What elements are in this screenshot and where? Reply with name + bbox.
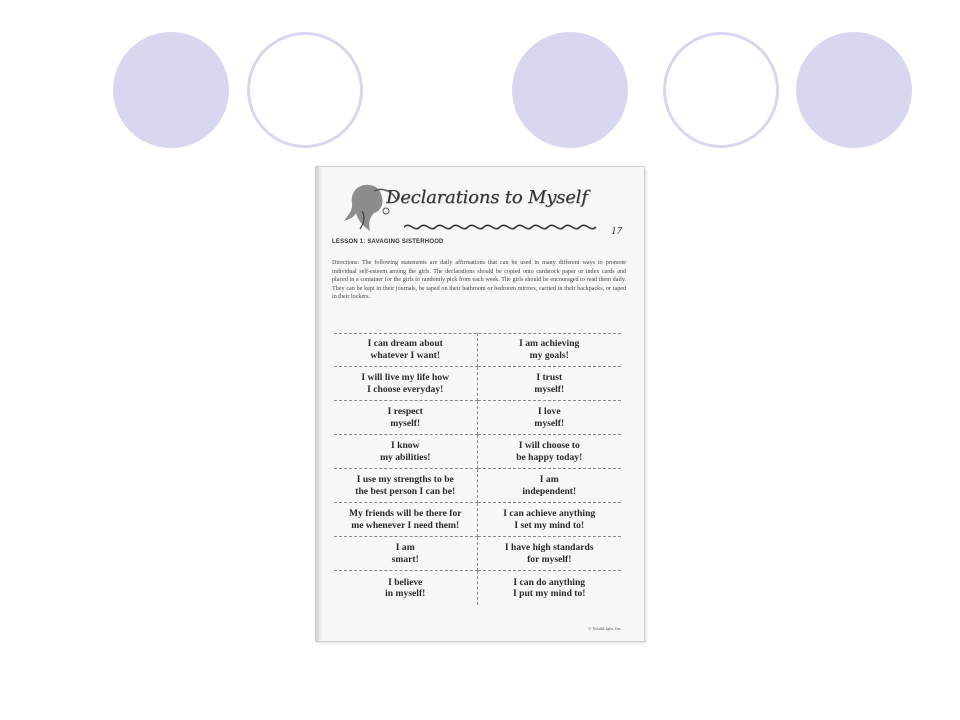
declaration-card <box>478 503 622 537</box>
declaration-card <box>334 435 478 469</box>
decorative-circle-3 <box>512 32 628 148</box>
copyright-notice: © YouthLight, Inc. <box>587 626 622 631</box>
declaration-text: I use my strengths to be the best person I can be! <box>355 474 456 497</box>
decorative-circle-4 <box>663 32 779 148</box>
directions-paragraph: Directions: The following statements are daily affirmations that can be used in many different ways to promote individual self-esteem among the girls. The declarations should be copied onto cardstock paper or index cards and placed in a container for the girls to randomly pick from each week. The girls should be encouraged to read them daily. They can be kept in their journals, be taped on their bathroom or bedroom mirrors, carried in their backpacks, or taped in their lockers. <box>332 260 626 301</box>
declaration-card <box>334 333 478 367</box>
declaration-card <box>478 333 622 367</box>
declaration-card <box>334 401 478 435</box>
declaration-text: My friends will be there for me whenever I need them! <box>348 508 462 531</box>
declaration-text: I trust myself! <box>534 372 565 395</box>
declaration-text: I can achieve anything I set my mind to! <box>503 508 596 531</box>
declaration-card <box>334 571 478 605</box>
declaration-text: I know my abilities! <box>380 440 431 463</box>
declaration-text: I can do anything I put my mind to! <box>513 576 586 599</box>
declaration-text: I am smart! <box>391 542 419 565</box>
page-edge-shadow <box>316 167 322 641</box>
declaration-text: I will live my life how I choose everyday! <box>361 372 450 395</box>
declarations-grid <box>334 333 621 605</box>
lesson-label: LESSON 1: SAVAGING SISTERHOOD <box>332 239 444 245</box>
declaration-text: I can dream about whatever I want! <box>367 338 443 361</box>
declaration-card <box>334 367 478 401</box>
declaration-card <box>478 401 622 435</box>
document-title: Declarations to Myself <box>386 187 588 208</box>
declaration-card <box>334 503 478 537</box>
declaration-text: I love myself! <box>534 406 565 429</box>
declaration-text: I have high standards for myself! <box>504 542 594 565</box>
declaration-text: I respect myself! <box>387 406 423 429</box>
declaration-card <box>478 469 622 503</box>
decorative-circle-2 <box>247 32 363 148</box>
declaration-text: I am independent! <box>522 474 577 497</box>
decorative-circle-5 <box>796 32 912 148</box>
declaration-text: I will choose to be happy today! <box>516 440 583 463</box>
document-page <box>316 167 644 641</box>
page-number: 17 <box>611 225 622 237</box>
declaration-text: I believe in myself! <box>385 576 426 599</box>
declaration-card <box>478 571 622 605</box>
declaration-card <box>334 537 478 571</box>
decorative-squiggle-line <box>404 219 604 235</box>
declaration-card <box>334 469 478 503</box>
declaration-card <box>478 435 622 469</box>
decorative-circle-1 <box>113 32 229 148</box>
declaration-text: I am achieving my goals! <box>519 338 580 361</box>
declaration-card <box>478 537 622 571</box>
declaration-card <box>478 367 622 401</box>
